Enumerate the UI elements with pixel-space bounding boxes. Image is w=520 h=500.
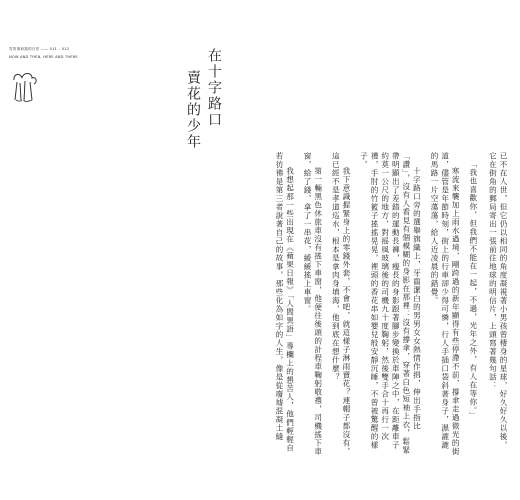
- body-text: [273, 152, 508, 457]
- paragraph-5: 第一輛黑色休旅車沒有搖下車窗，他便往後頭的計程車鞠躬敬禮，司機搖下車窗，給了錢，拿了一串花，緩緩搖上車窗。: [303, 152, 323, 457]
- paragraph-2: 寒流來襲加上雨水過境，剛跨過的新年顯得有些停滯不前，撐傘走過微光的街道，儘管是年節時刻，街上的行車卻少得可憐，行人手插口袋斜著身子，濕漉漉的馬路一片空蕩蕩，給人近凌晨的錯覺。: [430, 152, 461, 457]
- paragraph-quote: 「我也喜歡你，但我們不能在一起，不過，光年之外，有人在等你。」: [468, 160, 478, 420]
- running-header: [9, 45, 159, 61]
- paragraph-6: 我想起那一些出現在《蘋果日報》「人間異語」專欄上的懇苦人，他們輕輕自若彷彿是第三者說著自己的故事，那些化為如字的人生，像是從廢墟混凝土縫: [274, 152, 295, 453]
- hand-drawn-tree-icon: [10, 70, 40, 104]
- page-fold: [260, 0, 261, 500]
- paragraph-4: 我下意識握緊身上的零錢外套，不會吧，就這樣子淋雨賣花？連帽子都沒有，這已經不是孝道巡水，根本是拿肉身填海，他到底在想什麼？: [331, 152, 351, 457]
- running-header-chinese: 雪的事和我的日常 —— 011 – 012: [9, 47, 70, 51]
- paragraph-1: 已不在人世，但它仍以相同的角度凝視著小男孩曾棲身的星球，好久好久以後，它在街角的郵局寄出一張前往地球的明信片，上頭寫著幾句話：: [488, 152, 508, 450]
- running-header-english: NOW AND THEN, HERE AND THERE: [9, 55, 78, 59]
- paragraph-3: 十字路口旁的選舉旗織上，牙齒潔白的男男女女熱情作揖，伸出手指比「讚」，沒有人看見有個模糊的身影在那裡：沒有撐傘，穿著白色短袖上衣，鬆緊帶明顯出了差錯的運動長褲，瘦長的身影跟著腳步變換於車陣之中，在距離車子約莫一公尺的地方，對摇風玻璃後的司機九十度鞠躬，然後雙手合十再行一次禮，手肘的竹籃子搖搖晃晃，裡頭的香花串如嬰兒般安靜沉睡，不曾被驚醒的樣子。: [359, 152, 422, 455]
- chapter-title-line-2: 賣花的少年: [185, 70, 201, 150]
- chapter-title-line-1: 在十字路口: [206, 48, 222, 128]
